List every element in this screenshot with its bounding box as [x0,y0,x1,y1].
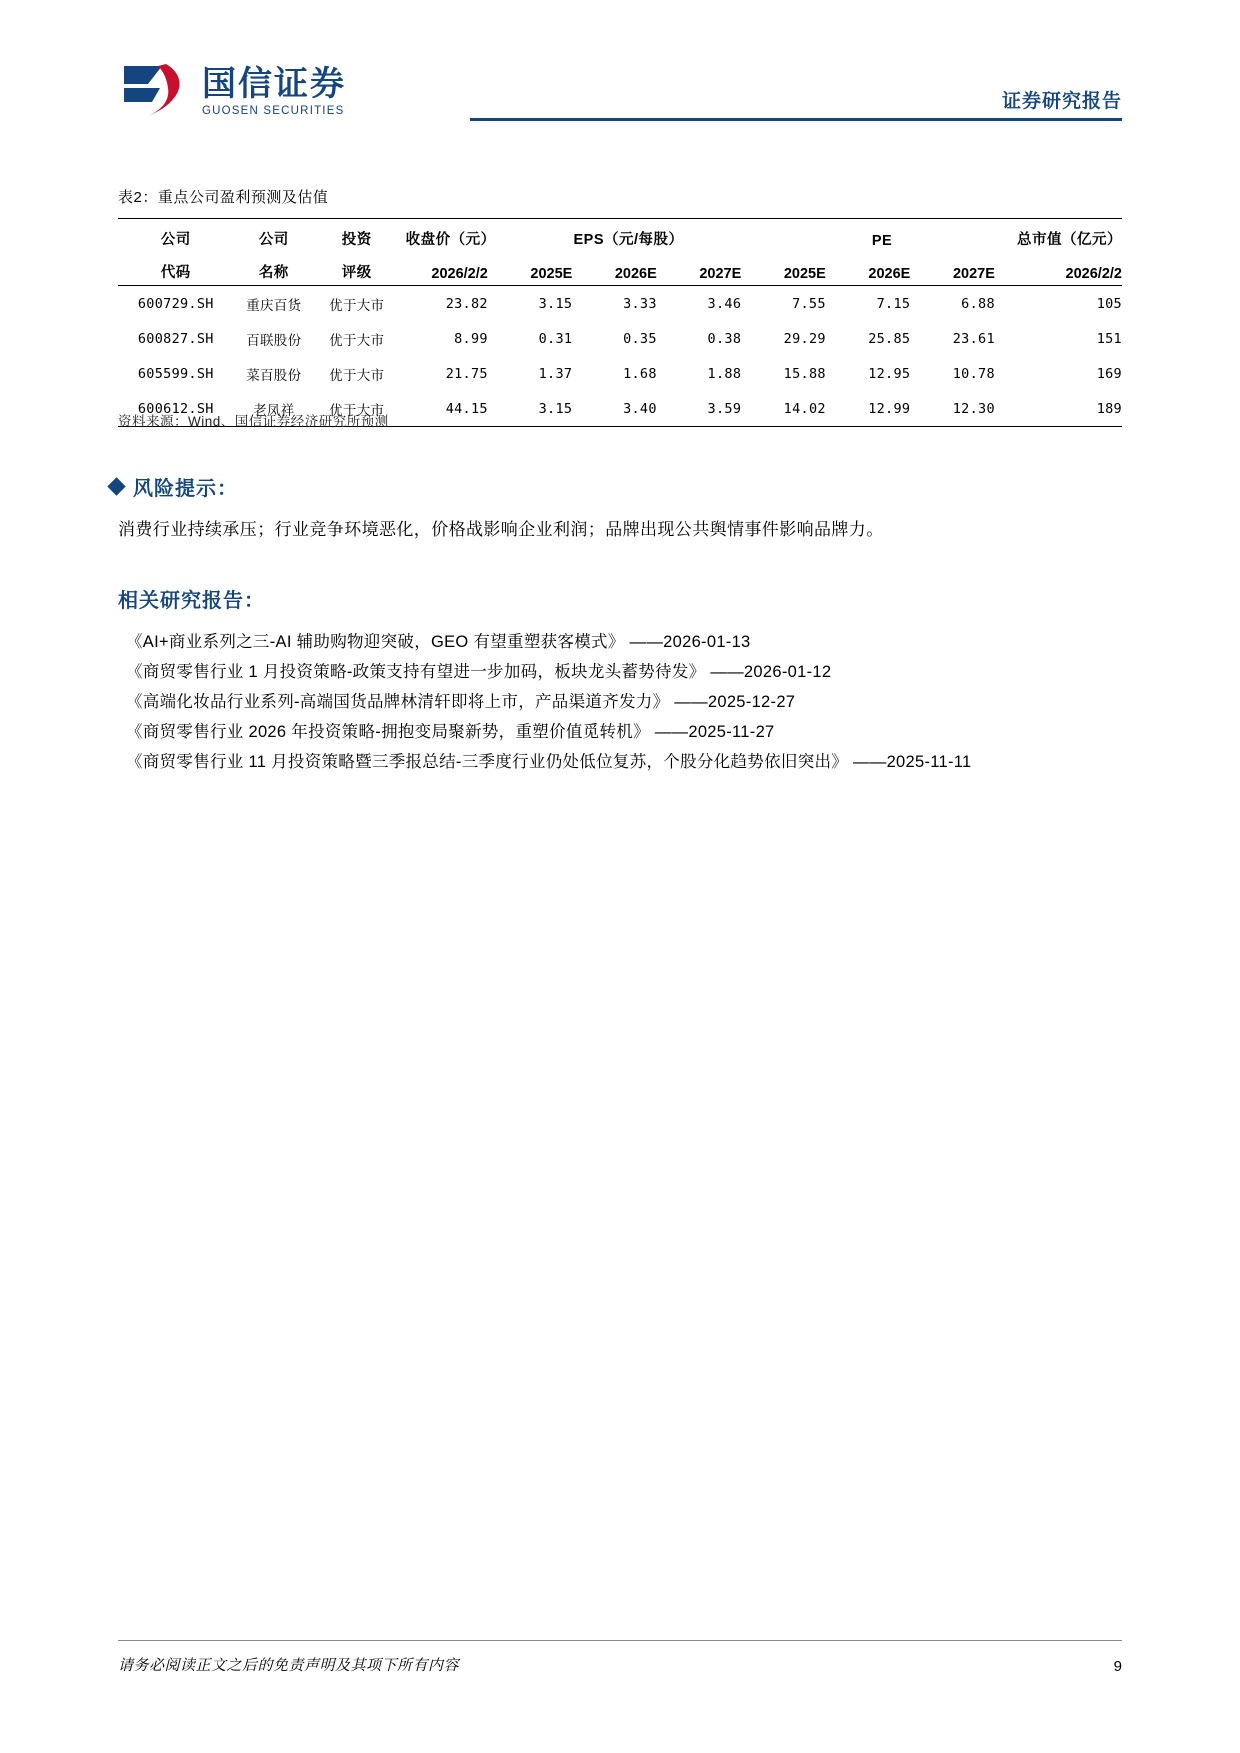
list-item[interactable]: 《商贸零售行业 11 月投资策略暨三季报总结-三季度行业仍处低位复苏，个股分化趋势依旧突出》 ——2025-11-11 [126,753,972,772]
logo-name: 国信证券 [202,64,346,104]
cell-rating: 优于大市 [329,332,385,349]
cell-name: 老凤祥 [253,402,295,419]
cell-eps-2027: 1.88 [707,365,742,382]
cell-pe-2027: 10.78 [952,365,995,382]
th-pe-group: PE [871,233,893,249]
cell-rating: 优于大市 [329,402,385,419]
cell-marketcap: 151 [1096,330,1122,347]
page-header [118,62,1122,134]
risk-title: 风险提示： [133,478,238,500]
cell-eps-2027: 3.59 [707,400,742,417]
cell-eps-2026: 3.40 [623,400,657,417]
cell-eps-2025: 3.15 [538,400,573,417]
cell-pe-2025: 7.55 [792,295,826,312]
cell-pe-2026: 25.85 [868,330,911,347]
table-row [118,286,1122,322]
th-eps-2025: 2025E [530,266,573,282]
list-item[interactable]: 《商贸零售行业 2026 年投资策略-拥抱变局聚新势，重塑价值觅转机》 ——2025-11-27 [126,723,775,742]
cell-rating: 优于大市 [329,367,385,384]
th-eps-2026: 2026E [614,266,657,282]
th-name-1: 公司 [258,232,289,248]
cell-eps-2026: 0.35 [623,330,657,347]
th-price-1: 收盘价（元） [405,232,496,248]
cell-eps-2025: 0.31 [538,330,573,347]
th-marketcap-group: 总市值（亿元） [1017,232,1122,248]
th-eps-group: EPS（元/每股） [573,232,684,248]
cell-code: 600729.SH [137,295,214,312]
list-item[interactable]: 《高端化妆品行业系列-高端国货品牌林清轩即将上市，产品渠道齐发力》 ——2025-12-27 [126,693,796,712]
cell-eps-2025: 3.15 [538,295,573,312]
th-pe-2026: 2026E [868,266,911,282]
cell-eps-2026: 1.68 [623,365,657,382]
document-type-label: 证券研究报告 [1001,91,1122,112]
list-item[interactable]: 《AI+商业系列之三-AI 辅助购物迎突破，GEO 有望重塑获客模式》 ——2026-01-13 [126,633,751,651]
cell-eps-2027: 3.46 [707,295,742,312]
th-marketcap-date: 2026/2/2 [1065,266,1122,282]
table-source-note: 资料来源：Wind、国信证券经济研究所预测 [118,414,389,429]
cell-marketcap: 189 [1096,400,1122,417]
th-rating-2: 评级 [341,265,372,281]
table-header [118,219,1122,286]
th-rating-1: 投资 [341,232,372,248]
cell-price: 44.15 [445,400,488,417]
guosen-logo-icon [118,62,192,122]
th-code-2: 代码 [160,265,191,281]
cell-pe-2026: 7.15 [876,295,911,312]
table-header-row-2 [118,252,1122,286]
footer-divider [118,1640,1122,1641]
cell-code: 600612.SH [137,400,214,417]
table-header-row-1 [118,219,1122,253]
cell-pe-2027: 23.61 [952,330,995,347]
brand-logo [118,62,346,122]
table-body [118,286,1122,427]
cell-price: 21.75 [445,365,488,382]
table-row [118,321,1122,356]
page-number: 9 [1113,1658,1122,1675]
th-pe-2025: 2025E [783,266,826,282]
cell-eps-2026: 3.33 [623,295,657,312]
th-name-2: 名称 [258,265,289,281]
related-reports-heading: 相关研究报告： [118,590,265,612]
cell-name: 百联股份 [246,332,302,349]
cell-pe-2027: 12.30 [952,400,995,417]
cell-code: 600827.SH [137,330,214,347]
cell-price: 23.82 [445,295,488,312]
logo-latin-name: GUOSEN SECURITIES [202,105,345,117]
cell-pe-2026: 12.95 [868,365,911,382]
table-caption: 表2：重点公司盈利预测及估值 [118,189,329,206]
th-eps-2027: 2027E [699,266,742,282]
cell-marketcap: 169 [1096,365,1122,382]
cell-rating: 优于大市 [329,297,385,314]
table-row [118,356,1122,391]
th-code-1: 公司 [160,232,191,248]
cell-code: 605599.SH [137,365,214,382]
related-reports-list [126,627,1126,777]
th-price-date: 2026/2/2 [431,266,488,282]
cell-price: 8.99 [454,330,488,347]
cell-pe-2026: 12.99 [868,400,911,417]
footer-disclaimer: 请务必阅读正文之后的免责声明及其项下所有内容 [118,1657,460,1674]
header-divider [470,118,1122,121]
cell-pe-2027: 6.88 [961,295,995,312]
cell-eps-2025: 1.37 [538,365,573,382]
list-item[interactable]: 《商贸零售行业 1 月投资策略-政策支持有望进一步加码，板块龙头蓄势待发》 ——2026-01-12 [126,663,832,682]
diamond-bullet-icon [107,477,125,495]
cell-eps-2027: 0.38 [707,330,742,347]
valuation-table [118,218,1122,427]
th-pe-2027: 2027E [952,266,995,282]
cell-pe-2025: 14.02 [783,400,826,417]
risk-section-heading [110,472,238,501]
cell-name: 重庆百货 [246,297,302,314]
cell-pe-2025: 15.88 [783,365,826,382]
risk-body-text: 消费行业持续承压；行业竞争环境恶化，价格战影响企业利润；品牌出现公共舆情事件影响品牌力。 [118,520,884,539]
cell-name: 菜百股份 [246,367,302,384]
cell-marketcap: 105 [1096,295,1122,312]
cell-pe-2025: 29.29 [783,330,826,347]
